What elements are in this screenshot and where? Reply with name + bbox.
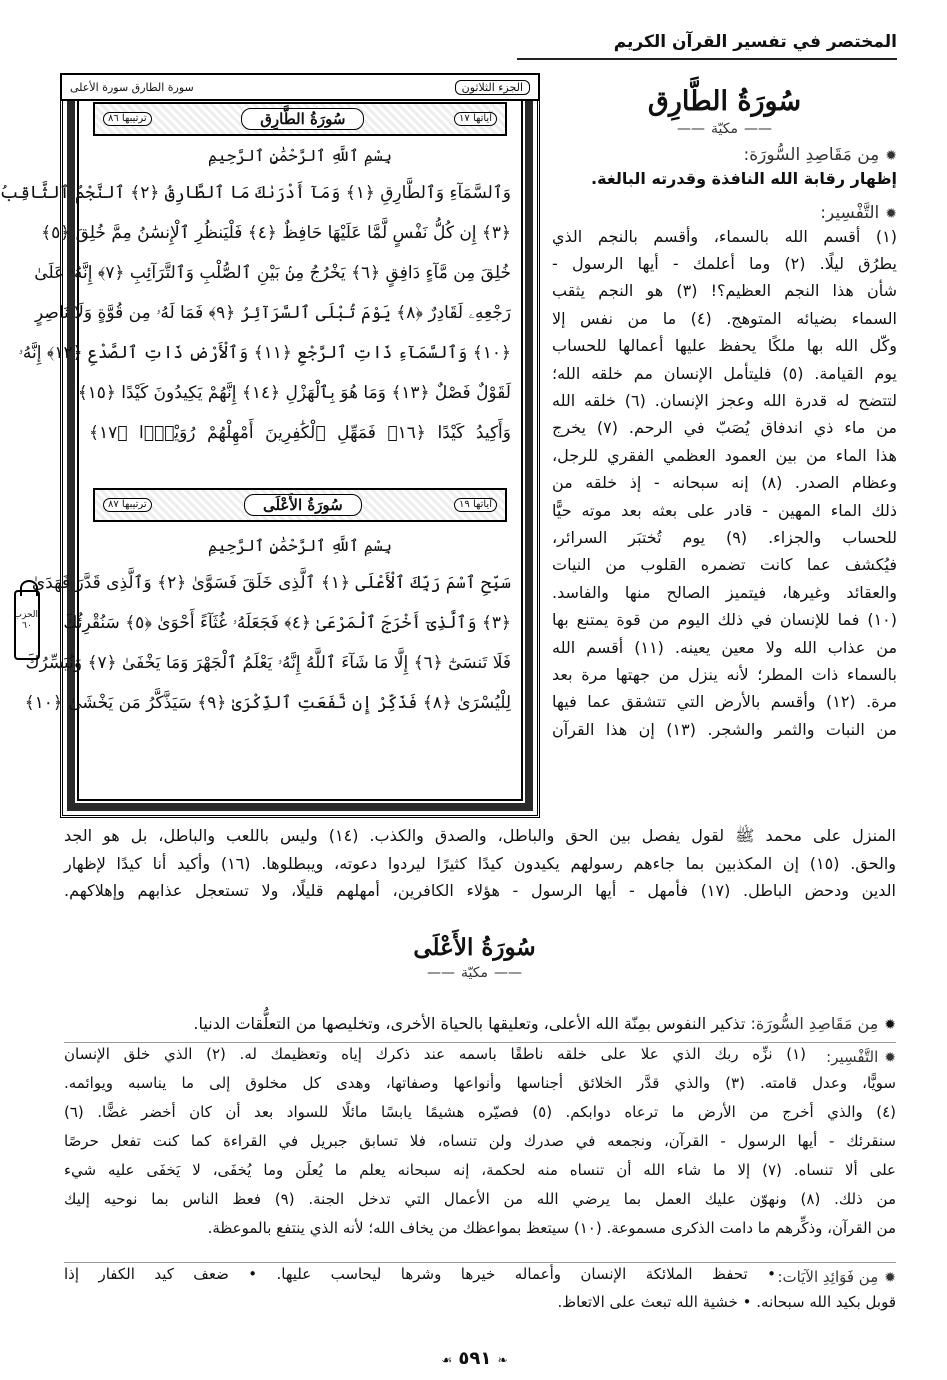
ayah-line: وَٱلسَّمَآءِ وَٱلطَّارِقِ ﴿١﴾ وَمَآ أَدْرَىٰكَ مَا ٱلطَّارِقُ ﴿٢﴾ ٱلنَّجْمُ ٱلثَّاقِبُ [0, 183, 511, 203]
tafsir-ala [64, 1045, 897, 1243]
surah-banner-tariq [93, 102, 507, 136]
ayat-count-tariq: آياتها ١٧ [454, 112, 497, 126]
ayah-line: ﴿١٠﴾ وَٱلسَّمَآءِ ذَاتِ ٱلرَّجْعِ ﴿١١﴾ وَٱلْأَرْضِ ذَاتِ ٱلصَّدْعِ ﴿١٢﴾ إِنَّهُۥ [18, 343, 511, 363]
tafsir-line: بالسماء ذات المطر؛ لأنه ينزل من جهتها مرة بعد [552, 665, 897, 684]
ayah-line: فَلَا تَنسَىٰٓ ﴿٦﴾ إِلَّا مَا شَآءَ ٱللَّهُ إِنَّهُۥ يَعْلَمُ ٱلْجَهْرَ وَمَا يَخْفَىٰ ﴿٧﴾ وَنُيَسِّرُكَ [25, 653, 511, 673]
tafsir-line: مرة. (١٢) وأقسم بالأرض التي تتشقق عما فيها [552, 692, 897, 712]
tafsir-line: وعظام الصدر. (٨) إنه سبحانه - إذ خلقه من [552, 473, 897, 493]
tafsir-line: يوم القيامة. (٥) فليتأمل الإنسان مم خلقه الله؛ [552, 363, 898, 383]
hizb-marker: الحزب ٦٠ [14, 590, 40, 660]
star-ornament-icon: ✹ [884, 1050, 896, 1066]
tafsir-line: الدين ودحض الباطل. (١٧) فأمهل - أيها الرسول - هؤلاء الكافرين، أمهلهم قليلًا، ولا تستعجل عذابهم وإهلاكهم. [64, 881, 896, 900]
tafsir-continuation-tariq [64, 822, 896, 905]
tafsir-line: (١) أقسم الله بالسماء، وأقسم بالنجم الذي [552, 226, 897, 246]
tariq-commentary-column [552, 80, 897, 743]
ornament-icon: ❧ [497, 1353, 508, 1367]
ayah-line: رَجْعِهِۦ لَقَادِرٌ ﴿٨﴾ يَوْمَ تُبْلَى ٱلسَّرَآئِرُ ﴿٩﴾ فَمَا لَهُۥ مِن قُوَّةٍ وَلَا نَاصِرٍ [35, 303, 511, 323]
running-title: المختصر في تفسير القرآن الكريم [613, 32, 897, 52]
star-ornament-icon: ✹ [885, 148, 897, 164]
ayat-count-ala: آياتها ١٩ [454, 498, 497, 512]
ayah-line: ﴿٣﴾ إِن كُلُّ نَفْسٍ لَّمَّا عَلَيْهَا حَافِظٌ ﴿٤﴾ فَلْيَنظُرِ ٱلْإِنسَٰنُ مِمَّ خُلِقَ ﴿٥﴾ [41, 223, 511, 243]
tafsir-line: هذا الماء من بين العمود العظمي الفقري للرجل، [552, 445, 897, 465]
banner-name-ala: سُورَةُ الأَعْلَى [244, 494, 362, 516]
surah-order-tariq: ترتيبها ٨٦ [103, 112, 152, 126]
tafsir-line: سويًّا، وعدل قامته. (٣) والذي قدَّر الخلائق أجناسها وأنواعها وصفاتها، وهدى كل مخلوق إلى ما يناسبه ويوائمه. [64, 1074, 896, 1092]
benefits-label: مِن فَوَائِدِ الآيَات: [777, 1268, 879, 1286]
surah-title-ala: سُورَةُ الأَعْلَى [413, 934, 536, 961]
surah-order-ala: ترتيبها ٨٧ [103, 498, 152, 512]
tafsir-line: سنقرئك - أيها الرسول - القرآن، ونجمعه في صدرك ولن تنساه، فلا تسابق جبريل في القراءة كما كنت تفعل حرصًا [64, 1132, 896, 1150]
tafsir-line: المنزل على محمد ﷺ لقول يفصل بين الحق والباطل، والصدق والكذب. (١٤) وليس باللعب والباطل، بل هو الجد [64, 826, 896, 845]
ayah-line: سَبِّحِ ٱسْمَ رَبِّكَ ٱلْأَعْلَى ﴿١﴾ ٱلَّذِى خَلَقَ فَسَوَّىٰ ﴿٢﴾ وَٱلَّذِى قَدَّرَ فَهَدَىٰ [31, 573, 511, 593]
ayah-line: خُلِقَ مِن مَّآءٍ دَافِقٍ ﴿٦﴾ يَخْرُجُ مِنۢ بَيْنِ ٱلصُّلْبِ وَٱلتَّرَآئِبِ ﴿٧﴾ إِنَّهُۥ عَلَىٰ [34, 263, 511, 283]
basmala-tariq: بِسْمِ ٱللَّهِ ٱلرَّحْمَٰنِ ٱلرَّحِيمِ [207, 146, 392, 165]
tafsir-line: من القرآن، وذكِّرهم ما دامت الذكرى مسموعة. (١٠) سيتعظ بمواعظك من يخاف الله؛ لأنه الذي ينتفع بالموعظة. [207, 1219, 896, 1237]
ayah-line: وَأَكِيدُ كَيْدًا ﴿١٦﴾ فَمَهِّلِ ٱلْكَٰفِرِينَ أَمْهِلْهُمْ رُوَيْدًۢا ﴿١٧﴾ [89, 423, 511, 443]
mushaf-page-header [60, 73, 540, 101]
tafsir-line: (٤) والذي أخرج من الأرض ما ترعاه دوابكم. (٥) فصيّره هشيمًا يابسًا مائلًا للسواد بعد أن كان أخضر غضًّا. (٦) [64, 1103, 896, 1121]
tafsir-line: فيُكشف عما كانت تضمره القلوب من النيات [552, 555, 897, 575]
tafsir-label-ala: التَّفْسِير: [826, 1048, 879, 1066]
objectives-ala [64, 1010, 896, 1040]
star-ornament-icon: ✹ [884, 1270, 896, 1286]
tafsir-line: من ماء ذي اندفاق يُصَبّ في الرحم. (٧) يخرج [552, 418, 898, 438]
revelation-type-ala: —— مكيّة —— [2, 965, 947, 981]
objectives-label-tariq: ✹مِن مَقَاصِدِ السُّورَة: [743, 145, 897, 165]
tafsir-line: يطرُق ليلًا. (٢) وما أعلمك - أيها الرسول - [552, 253, 898, 273]
ayah-line: لَقَوْلٌ فَصْلٌ ﴿١٣﴾ وَمَا هُوَ بِٱلْهَزْلِ ﴿١٤﴾ إِنَّهُمْ يَكِيدُونَ كَيْدًا ﴿١٥﴾ [77, 383, 511, 403]
surah-names-label: سورة الطارق سورة الأعلى [70, 80, 194, 94]
tafsir-text-ala [64, 1040, 896, 1243]
benefits-ala [64, 1265, 896, 1316]
objectives-text-ala: تذكير النفوس بمِنّة الله الأعلى، وتعليقها بالحياة الأخرى، وتخليصها من التعلُّقات الدنيا. [193, 1014, 746, 1033]
tafsir-line: على ألا تنساه. (٧) إلا ما شاء الله أن تنساه منه لحكمة، إنه سبحانه يعلم ما يُعلَن وما يُخفَى، لا يَخفَى عليه شيء [64, 1161, 897, 1179]
basmala-ala: بِسْمِ ٱللَّهِ ٱلرَّحْمَٰنِ ٱلرَّحِيمِ [207, 536, 392, 555]
benefits-text [64, 1260, 896, 1316]
tafsir-line: للحساب والجزاء. (٩) يوم تُختبَر السرائر، [552, 527, 897, 547]
ayah-line: ﴿٣﴾ وَٱلَّذِىٓ أَخْرَجَ ٱلْمَرْعَىٰ ﴿٤﴾ فَجَعَلَهُۥ غُثَآءً أَحْوَىٰ ﴿٥﴾ سَنُقْرِئُكَ [63, 613, 511, 633]
ala-heading-block [2, 928, 947, 989]
tafsir-line: والحق. (١٥) إن المكذبين بما جاءهم رسولهم يكيدون كيدًا كثيرًا ليردوا دعوته، ويبطلوها. (١٦) وأكيد أنا كيدًا لإظهار [64, 853, 897, 873]
star-ornament-icon: ✹ [885, 205, 897, 222]
tafsir-line: لتتضح له قدرة الله وعجز الإنسان. (٦) خلقه الله [552, 390, 898, 410]
ornament-icon: ☙ [441, 1353, 453, 1367]
tafsir-line: ذلك الماء المهين - قادر على بعثه بعد موته حيًّا [552, 500, 897, 520]
tafsir-line: من عذاب الله ولا معين يعينه. (١١) أقسم الله [552, 637, 898, 657]
tafsir-line: السماء بضيائه المتوهج. (٤) ما من نفس إلا [552, 308, 897, 328]
objectives-label-ala: مِن مَقَاصِدِ السُّورَة: [750, 1014, 879, 1033]
banner-name-tariq: سُورَةُ الطَّارِق [241, 108, 364, 130]
benefit-line: قوبل بكيد الله سبحانه. • خشية الله تبعث على الاتعاظ. [557, 1293, 896, 1311]
benefit-line: • تحفظ الملائكة الإنسان وأعماله خيرها وشرها ليحاسب عليها. • ضعف كيد الكفار إذا [64, 1265, 776, 1283]
surah-banner-ala [93, 488, 507, 522]
tafsir-line: (١٠) فما للإنسان في ذلك اليوم من قوة يمتنع بها [552, 610, 897, 630]
tafsir-line: من النبات والثمر والشجر. (١٣) إن هذا القرآن [552, 719, 897, 739]
tafsir-line: (١) نزِّه ربك الذي علا على خلقه ناطقًا باسمه عند ذكرك إياه وتعظيمك له. (٢) الذي خلق الإنسان [64, 1045, 807, 1063]
star-ornament-icon: ✹ [884, 1017, 896, 1033]
running-header [517, 28, 897, 60]
tafsir-line: من ذلك. (٨) ونهوّن عليك العمل بما يرضي الله من الأعمال التي تدخل الجنة. (٩) فعظ الناس بما نوحيه إليك [64, 1190, 896, 1208]
ayah-line: لِلْيُسْرَىٰ ﴿٨﴾ فَذَكِّرْ إِن نَّفَعَتِ ٱلذِّكْرَىٰ ﴿٩﴾ سَيَذَّكَّرُ مَن يَخْشَىٰ ﴿١٠﴾ [24, 693, 511, 713]
juz-label: الجزء الثلاثون [455, 80, 530, 95]
objectives-text-tariq: إظهار رقابة الله النافذة وقدرته البالغة. [591, 169, 897, 188]
page-number: ❧ ٥٩١ ☙ [441, 1348, 508, 1369]
tafsir-text-tariq [552, 223, 897, 744]
revelation-type-tariq: —— مكيّة —— [552, 121, 897, 137]
tafsir-line: والعقائد وغيرها، فيتميز الصالح منها والفاسد. [552, 582, 897, 602]
tafsir-line: وكّل الله بها ملكًا يحفظ عليها أعمالها للحساب [552, 336, 897, 356]
tafsir-label-tariq: ✹التَّفْسِير: [820, 202, 897, 223]
tafsir-line: شأن هذا النجم العظيم؟! (٣) هو النجم يثقب [552, 281, 897, 301]
surah-title-tariq: سُورَةُ الطَّارِق [647, 86, 802, 117]
